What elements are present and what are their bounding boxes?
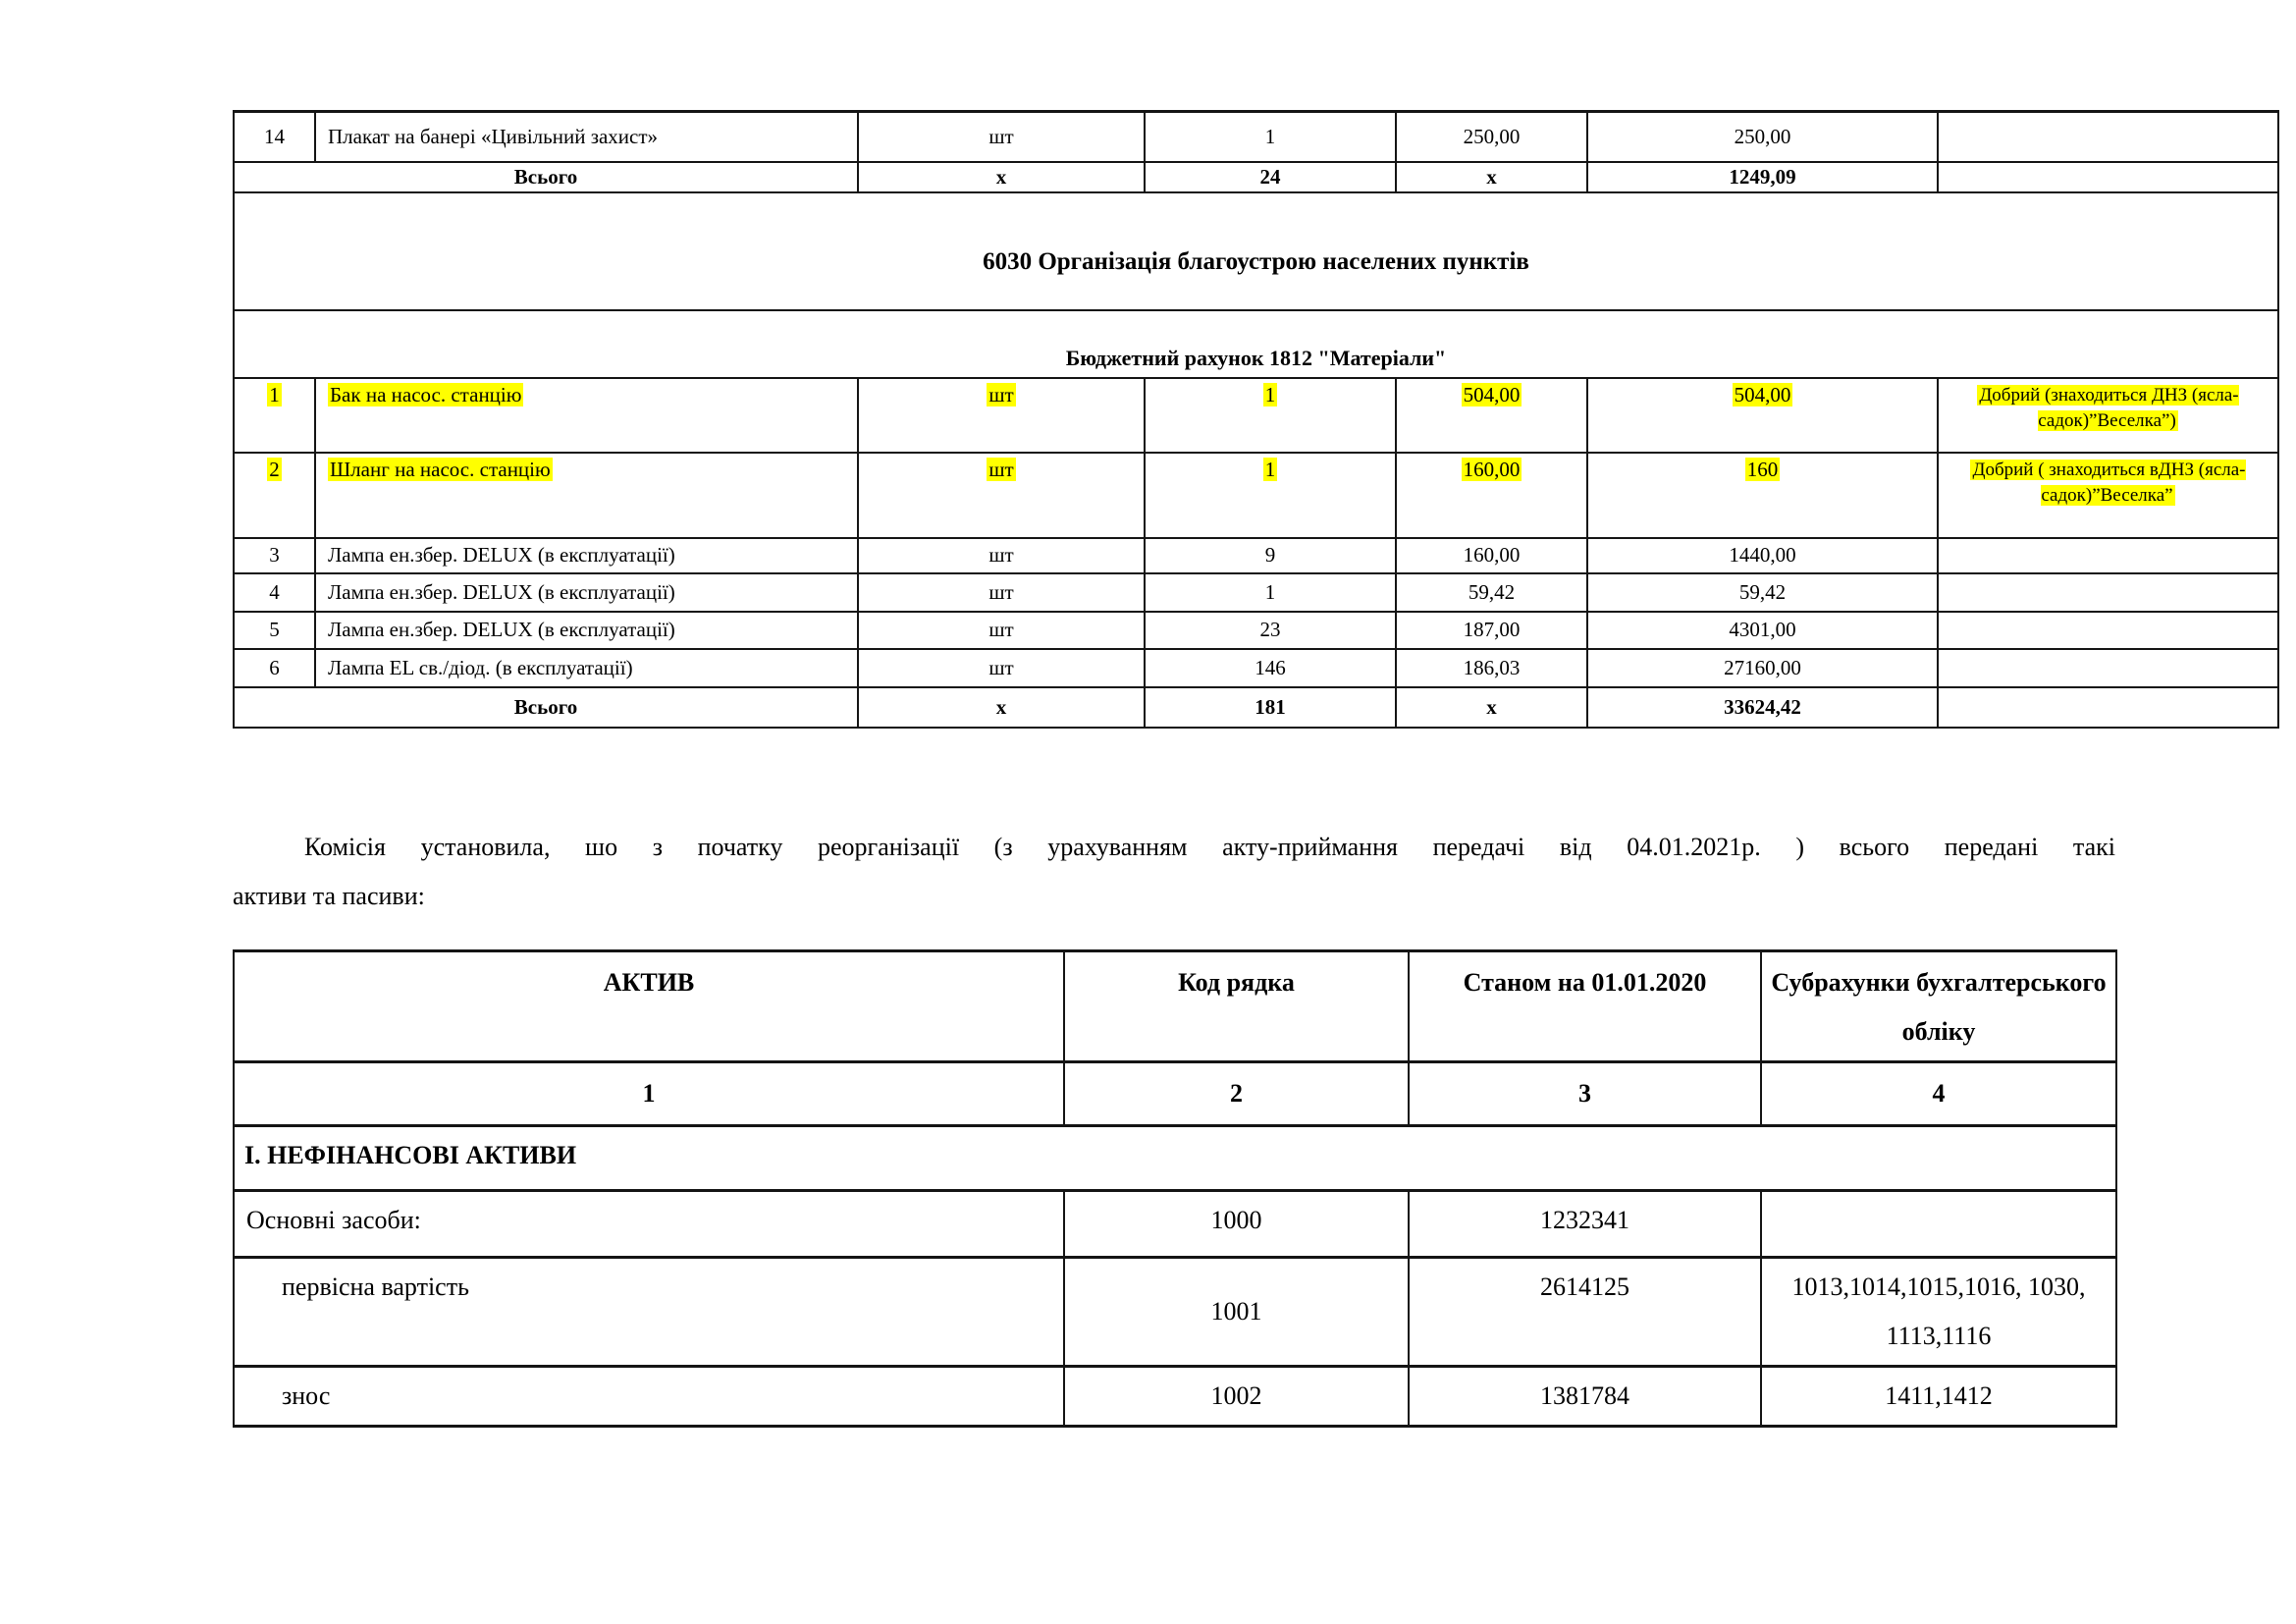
price-cell: 160,00 — [1396, 538, 1587, 573]
quantity-cell: 1 — [1145, 378, 1396, 453]
unit-cell: шт — [858, 538, 1145, 573]
item-number-cell: 4 — [234, 573, 315, 612]
section-title-row — [234, 192, 2278, 310]
asset-name-cell: первісна вартість — [234, 1258, 1064, 1367]
column-number-cell: 4 — [1761, 1062, 2116, 1126]
note-cell: Добрий ( знаходиться вДНЗ (ясла-садок)”Веселка” — [1938, 453, 2278, 538]
quantity-cell: 146 — [1145, 649, 1396, 687]
subaccounts-cell: 1013,1014,1015,1016, 1030, 1113,1116 — [1761, 1258, 2116, 1367]
item-number-cell: 6 — [234, 649, 315, 687]
commission-paragraph — [233, 823, 2115, 921]
price-cell: x — [1396, 162, 1587, 192]
unit-cell: шт — [858, 649, 1145, 687]
table-row — [234, 112, 2278, 162]
section-subtitle-row — [234, 310, 2278, 378]
section-subtitle: Бюджетний рахунок 1812 "Матеріали" — [234, 310, 2278, 378]
price-cell: x — [1396, 687, 1587, 728]
quantity-cell: 1 — [1145, 573, 1396, 612]
sum-cell: 1440,00 — [1587, 538, 1938, 573]
table-row — [234, 1191, 2116, 1258]
price-cell: 160,00 — [1396, 453, 1587, 538]
note-cell — [1938, 112, 2278, 162]
subaccounts-cell — [1761, 1191, 2116, 1258]
table-row — [234, 378, 2278, 453]
header-code-cell: Код рядка — [1064, 951, 1409, 1062]
column-number-cell: 1 — [234, 1062, 1064, 1126]
header-asset-cell: АКТИВ — [234, 951, 1064, 1062]
item-number-cell: 14 — [234, 112, 315, 162]
item-name-cell: Лампа ен.збер. DELUX (в експлуатації) — [315, 538, 858, 573]
value-cell: 1381784 — [1409, 1367, 1761, 1427]
note-cell — [1938, 649, 2278, 687]
quantity-cell: 24 — [1145, 162, 1396, 192]
unit-cell: шт — [858, 112, 1145, 162]
note-cell: Добрий (знаходиться ДНЗ (ясла-садок)”Веселка”) — [1938, 378, 2278, 453]
quantity-cell: 1 — [1145, 453, 1396, 538]
price-cell: 504,00 — [1396, 378, 1587, 453]
item-number-cell: 1 — [234, 378, 315, 453]
price-cell: 59,42 — [1396, 573, 1587, 612]
table-row — [234, 573, 2278, 612]
quantity-cell: 23 — [1145, 612, 1396, 649]
total-row — [234, 687, 2278, 728]
paragraph-line: активи та пасиви: — [233, 882, 425, 910]
header-subaccounts-cell: Субрахунки бухгалтерського обліку — [1761, 951, 2116, 1062]
row-code-cell: 1001 — [1064, 1258, 1409, 1367]
quantity-cell: 1 — [1145, 112, 1396, 162]
column-number-cell: 2 — [1064, 1062, 1409, 1126]
sum-cell: 33624,42 — [1587, 687, 1938, 728]
note-cell — [1938, 612, 2278, 649]
table-row — [234, 649, 2278, 687]
item-name-cell: Бак на насос. станцію — [315, 378, 858, 453]
price-cell: 186,03 — [1396, 649, 1587, 687]
paragraph-line: Комісія установила, шо з початку реорганізації (з урахуванням акту-приймання передачі від 04.01.2021р. ) всього передані такі — [304, 833, 2115, 861]
table-row — [234, 1367, 2116, 1427]
total-label-cell: Всього — [234, 687, 858, 728]
section-header-cell: І. НЕФІНАНСОВІ АКТИВИ — [234, 1126, 2116, 1191]
table-row — [234, 612, 2278, 649]
value-cell: 1232341 — [1409, 1191, 1761, 1258]
unit-cell: x — [858, 162, 1145, 192]
sum-cell: 504,00 — [1587, 378, 1938, 453]
item-name-cell: Лампа ен.збер. DELUX (в експлуатації) — [315, 573, 858, 612]
total-label-cell: Всього — [234, 162, 858, 192]
note-cell — [1938, 573, 2278, 612]
note-cell — [1938, 687, 2278, 728]
unit-cell: x — [858, 687, 1145, 728]
sum-cell: 4301,00 — [1587, 612, 1938, 649]
sum-cell: 160 — [1587, 453, 1938, 538]
item-name-cell: Лампа EL св./діод. (в експлуатації) — [315, 649, 858, 687]
row-code-cell: 1000 — [1064, 1191, 1409, 1258]
materials-inventory-table — [233, 110, 2279, 729]
item-name-cell: Лампа ен.збер. DELUX (в експлуатації) — [315, 612, 858, 649]
total-row — [234, 162, 2278, 192]
sum-cell: 59,42 — [1587, 573, 1938, 612]
price-cell: 187,00 — [1396, 612, 1587, 649]
section-title: 6030 Організація благоустрою населених пунктів — [234, 192, 2278, 310]
column-number-cell: 3 — [1409, 1062, 1761, 1126]
header-asof-cell: Станом на 01.01.2020 — [1409, 951, 1761, 1062]
sum-cell: 250,00 — [1587, 112, 1938, 162]
unit-cell: шт — [858, 453, 1145, 538]
subaccounts-cell: 1411,1412 — [1761, 1367, 2116, 1427]
section-header-row — [234, 1126, 2116, 1191]
unit-cell: шт — [858, 573, 1145, 612]
item-number-cell: 2 — [234, 453, 315, 538]
quantity-cell: 9 — [1145, 538, 1396, 573]
price-cell: 250,00 — [1396, 112, 1587, 162]
value-cell: 2614125 — [1409, 1258, 1761, 1367]
column-number-row — [234, 1062, 2116, 1126]
header-row — [234, 951, 2116, 1062]
table-row — [234, 1258, 2116, 1367]
note-cell — [1938, 162, 2278, 192]
row-code-cell: 1002 — [1064, 1367, 1409, 1427]
item-name-cell: Шланг на насос. станцію — [315, 453, 858, 538]
asset-name-cell: знос — [234, 1367, 1064, 1427]
quantity-cell: 181 — [1145, 687, 1396, 728]
asset-name-cell: Основні засоби: — [234, 1191, 1064, 1258]
table-row — [234, 453, 2278, 538]
item-number-cell: 3 — [234, 538, 315, 573]
note-cell — [1938, 538, 2278, 573]
item-number-cell: 5 — [234, 612, 315, 649]
sum-cell: 1249,09 — [1587, 162, 1938, 192]
sum-cell: 27160,00 — [1587, 649, 1938, 687]
table-row — [234, 538, 2278, 573]
unit-cell: шт — [858, 612, 1145, 649]
assets-summary-table — [233, 949, 2117, 1428]
unit-cell: шт — [858, 378, 1145, 453]
item-name-cell: Плакат на банері «Цивільний захист» — [315, 112, 858, 162]
